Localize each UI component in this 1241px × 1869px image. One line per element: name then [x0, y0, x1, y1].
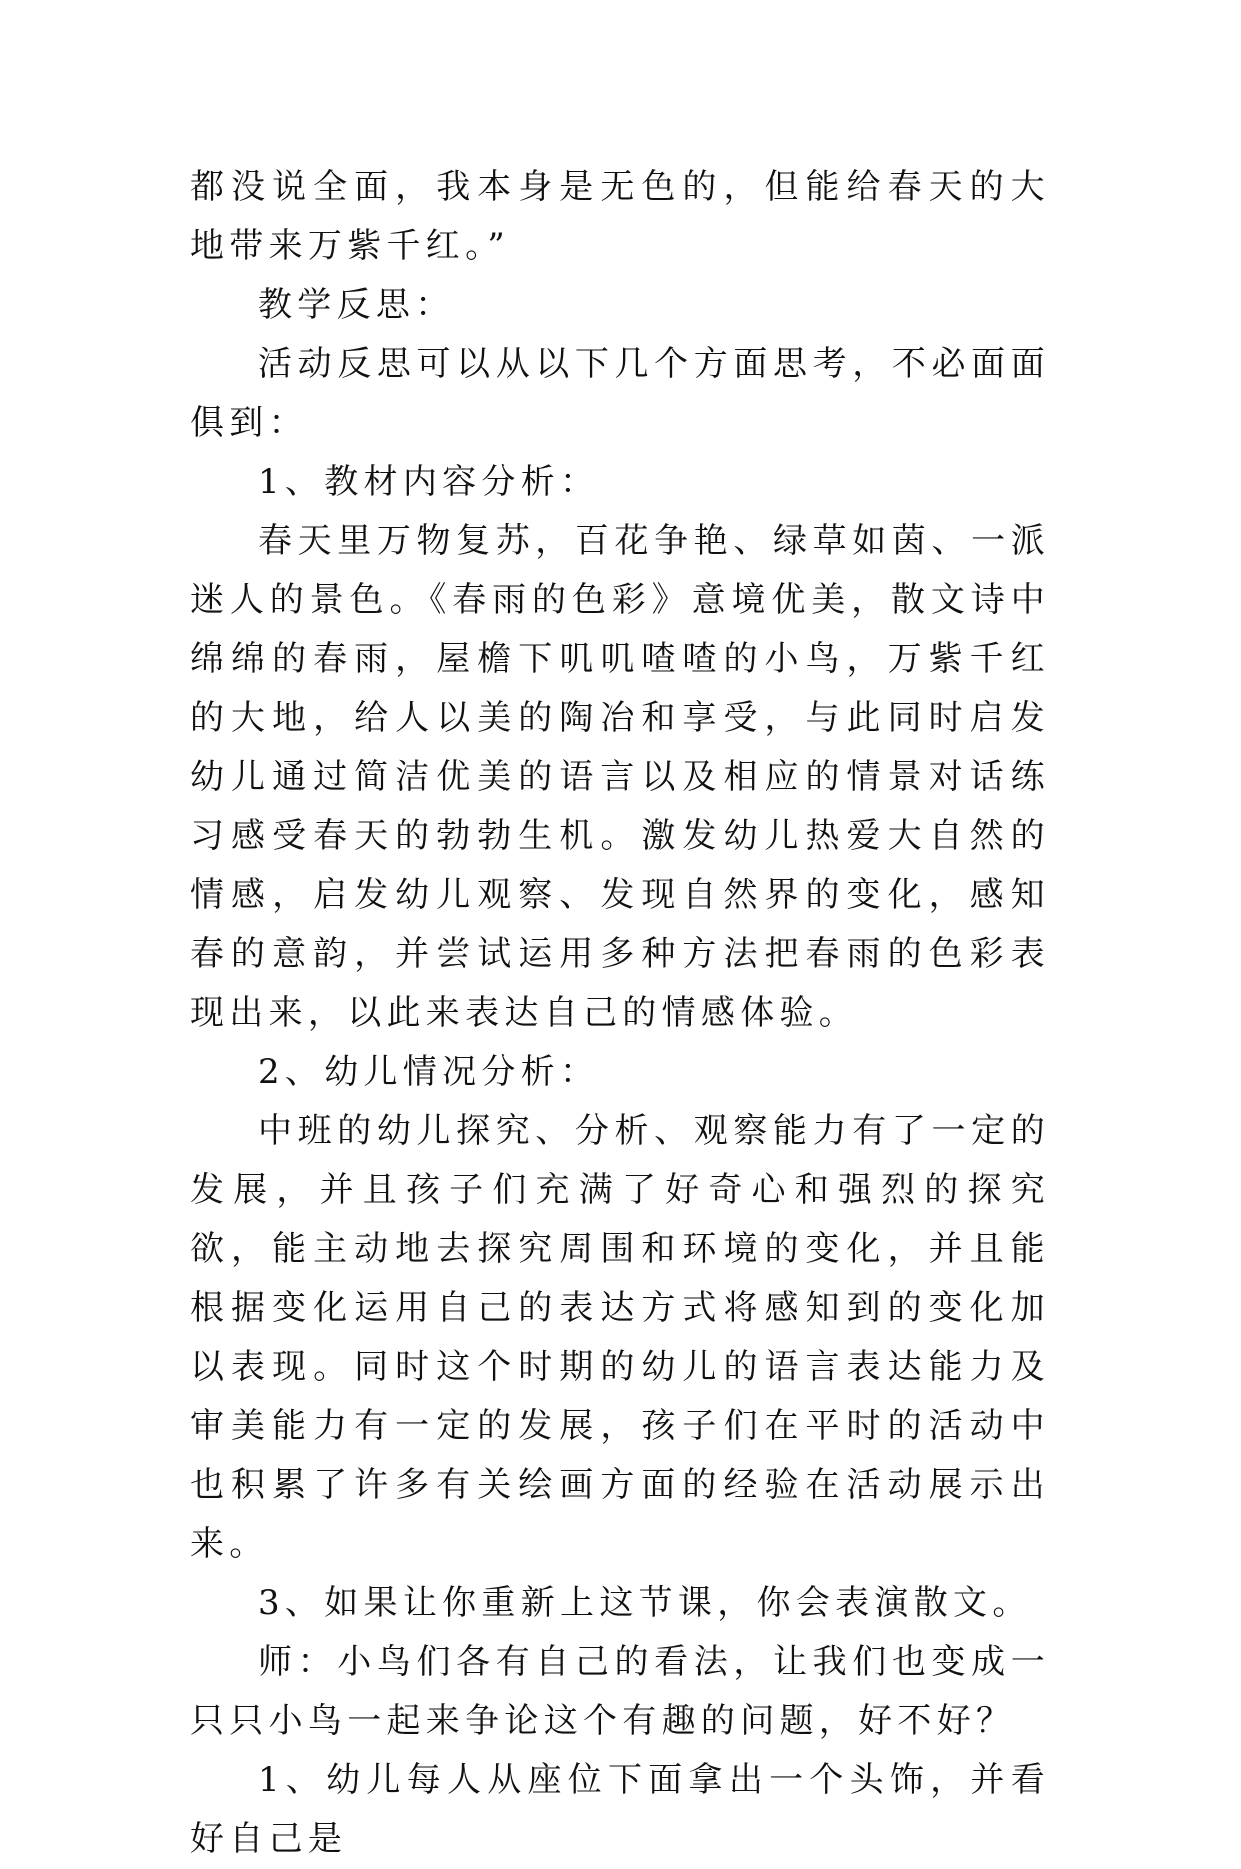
document-body [190, 158, 1050, 1869]
paragraph-child-analysis: 中班的幼儿探究、分析、观察能力有了一定的发展，并且孩子们充满了好奇心和强烈的探究欲，能主动地去探究周围和环境的变化，并且能根据变化运用自己的表达方式将感知到的变化加以表现。同时这个时期的幼儿的语言表达能力及审美能力有一定的发展，孩子们在平时的活动中也积累了许多有关绘画方面的经验在活动展示出来。 [190, 1111, 1050, 1564]
paragraph-step-one: 1、幼儿每人从座位下面拿出一个头饰，并看好自己是 [190, 1760, 1050, 1859]
heading-teaching-reflection: 教学反思： [258, 285, 455, 325]
paragraph-material-analysis: 春天里万物复苏，百花争艳、绿草如茵、一派迷人的景色。《春雨的色彩》意境优美，散文诗中绵绵的春雨，屋檐下叽叽喳喳的小鸟，万紫千红的大地，给人以美的陶冶和享受，与此同时启发幼儿通过简洁优美的语言以及相应的情景对话练习感受春天的勃勃生机。激发幼儿热爱大自然的情感，启发幼儿观察、发现自然界的变化，感知春的意韵，并尝试运用多种方法把春雨的色彩表现出来，以此来表达自己的情感体验。 [190, 521, 1050, 1033]
paragraph-teacher-prompt: 师：小鸟们各有自己的看法，让我们也变成一只只小鸟一起来争论这个有趣的问题，好不好？ [190, 1642, 1050, 1741]
paragraph-redo-lesson: 3、如果让你重新上这节课，你会表演散文。 [258, 1583, 1032, 1623]
paragraph-continuation: 都没说全面，我本身是无色的，但能给春天的大地带来万紫千红。” [190, 167, 1050, 266]
paragraph-reflection-intro: 活动反思可以从以下几个方面思考，不必面面俱到： [190, 344, 1050, 443]
heading-child-analysis: 2、幼儿情况分析： [258, 1052, 600, 1092]
heading-material-analysis: 1、教材内容分析： [258, 462, 600, 502]
